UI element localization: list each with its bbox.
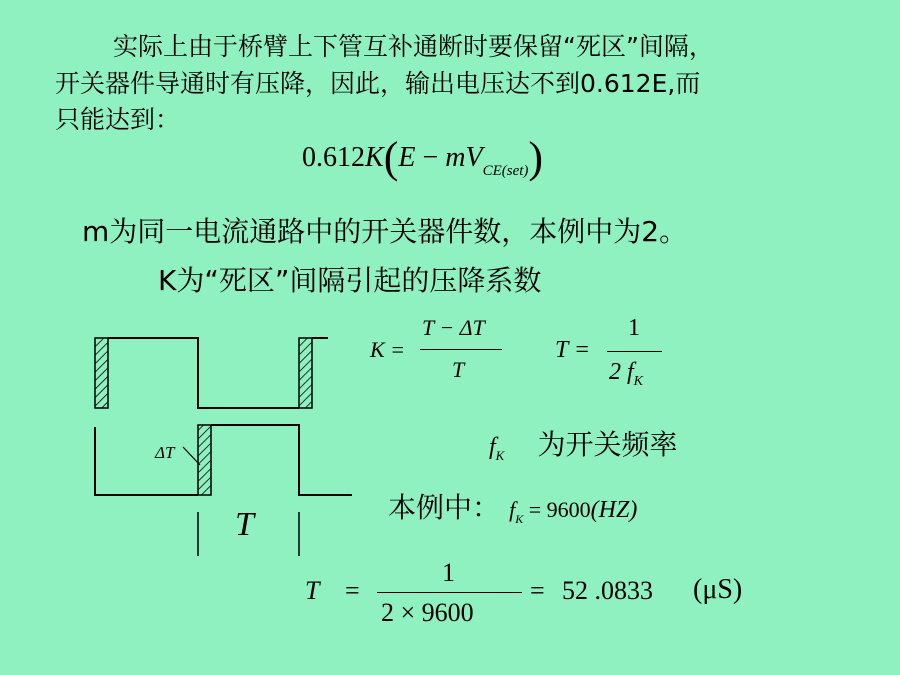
result-unit: (μS) (693, 574, 743, 605)
formula-k-lhs: K = (370, 337, 406, 362)
example-unit: (HZ) (590, 497, 638, 523)
k-note: K为“死区”间隔引起的压降系数 (158, 264, 542, 297)
fk-symbol-sub: K (495, 448, 505, 463)
result-value: 52 .0833 (562, 576, 653, 605)
formula-t-num: 1 (628, 315, 640, 341)
result-eq2: = (530, 576, 545, 605)
formula-mv: mV (445, 142, 483, 173)
intro-line-3: 只能达到： (55, 105, 181, 134)
example-eq: = 9600 (528, 497, 591, 522)
formula-t-lhs: T = (555, 337, 591, 363)
delta-t-label: ΔT (155, 443, 175, 462)
m-note: m为同一电流通路中的开关器件数，本例中为2。 (82, 215, 688, 248)
example-label: 本例中： (388, 491, 501, 524)
example-formula (509, 497, 638, 526)
formula-open-paren: ( (383, 133, 399, 182)
formula-minus: − (422, 142, 439, 173)
bottom-waveform (95, 425, 352, 495)
formula-t-bar (607, 351, 662, 352)
result-eq1: = (345, 576, 360, 605)
formula-k-num: T − ΔT (422, 315, 485, 340)
intro-line-2: 开关器件导通时有压降，因此，输出电压达不到0.612E,而 (55, 69, 701, 98)
formula-k-den: T (452, 357, 465, 382)
example-line (388, 486, 637, 527)
result-bar (377, 592, 522, 593)
result-num: 1 (442, 558, 455, 587)
formula-t-den-main: 2 f (609, 359, 634, 385)
top-waveform (95, 338, 328, 408)
fk-symbol-main: f (489, 434, 496, 460)
formula-k-bar (420, 349, 502, 350)
fk-description (489, 423, 677, 464)
formula-t-den (609, 359, 643, 390)
formula-close-paren: ) (528, 133, 544, 182)
result-lhs: T (305, 576, 320, 605)
example-f: f (509, 497, 516, 522)
fk-symbol (489, 434, 505, 463)
period-t-label: T (235, 506, 254, 543)
fk-text: 为开关频率 (537, 428, 678, 461)
formula-k: K (365, 142, 384, 173)
formula-sub-ce: CE (482, 163, 502, 179)
intro-line-1: 实际上由于桥臂上下管互补通断时要保留“死区”间隔， (113, 32, 714, 61)
example-f-sub: K (515, 512, 524, 526)
formula-coef: 0.612 (302, 142, 365, 173)
formula-t-den-sub: K (633, 374, 644, 389)
result-den: 2 × 9600 (381, 598, 474, 627)
formula-e: E (398, 142, 416, 173)
formula-sub-set: (set) (501, 163, 529, 179)
